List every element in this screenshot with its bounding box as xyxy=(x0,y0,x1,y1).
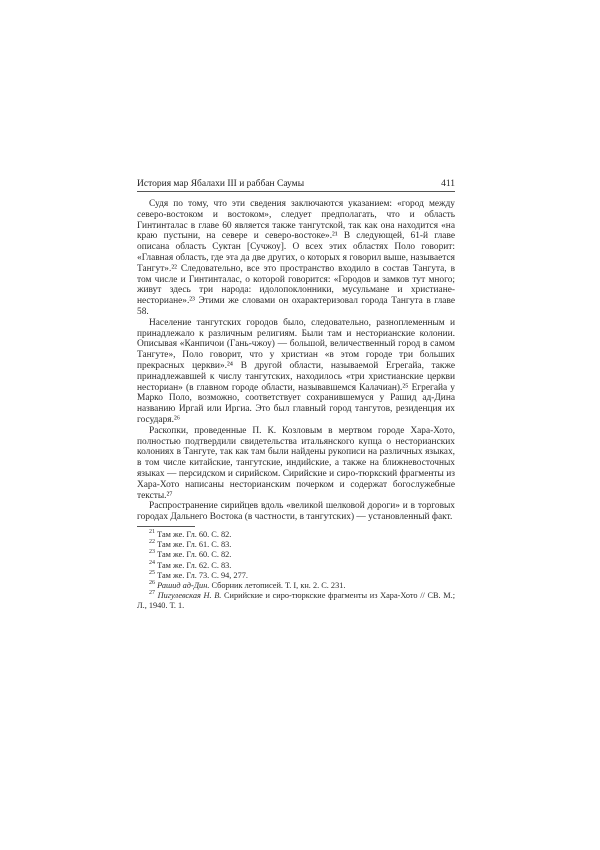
paragraph: Население тангутских городов было, следовательно, разноплеменным и принадлежало к различным религиям. Были там и несторианские колонии. Описывая «Канпичои (Гань-чжоу) — большой, величественный город в самом Тангуте», Поло говорит, что у христиан «в этом городе три больших прекрасных церкви».²⁴ В другой области, называемой Егрегайа, также принадлежавшей к числу тангутских, находилось «три христианские церкви несториан» (в главном городе области, называвшемся Калачиан).²⁵ Егрегайа у Марко Поло, возможно, соответствует сохранившемуся у Рашид ад-Дина названию Иргай или Иргиа. Это был главный город тангутов, резиденция их государя.²⁶ xyxy=(137,317,455,425)
footnote-author: Рашид ад-Дин. xyxy=(157,580,210,590)
footnote: $^{27}$ Пигулевская Н. В. Сирийские и сиро-тюркские фрагменты из Хара-Хото // СВ. М.; Л., 1940. Т. 1. xyxy=(137,590,456,611)
paragraph: Раскопки, проведенные П. К. Козловым в мертвом городе Хара-Хото, полностью подтвердили свидетельства итальянского купца о несторианских колониях в Тангуте, так как там были найдены рукописи на различных языках, в том числе китайские, тангутские, индийские, а также на ближневосточных языках — персидском и сирийском. Сирийские и сиро-тюркский фрагменты из Хара-Хото написаны несторианским почерком и содержат богослужебные тексты.²⁷ xyxy=(137,425,455,501)
footnote: $^{26}$ Рашид ад-Дин. Сборник летописей. Т. I, кн. 2. С. 231. xyxy=(149,580,346,590)
footnote: $^{25}$ Там же. Гл. 73. С. 94, 277. xyxy=(149,569,248,580)
footnote: $^{23}$ Там же. Гл. 60. С. 82. xyxy=(149,549,232,560)
running-title: История мар Ябалахи III и раббан Саумы xyxy=(137,179,305,189)
book-page xyxy=(137,179,455,612)
footnote-divider xyxy=(137,526,195,527)
footnotes xyxy=(137,530,455,612)
running-head xyxy=(137,179,455,192)
footnote: $^{21}$ Там же. Гл. 60. С. 82. xyxy=(149,529,232,539)
footnote: $^{24}$ Там же. Гл. 62. С. 83. xyxy=(149,559,232,570)
body-text xyxy=(137,199,455,523)
footnote-author: Пигулевская Н. В. xyxy=(157,591,222,601)
footnote: $^{22}$ Там же. Гл. 61. С. 83. xyxy=(149,539,232,550)
page-number: 411 xyxy=(441,179,455,189)
paragraph: Судя по тому, что эти сведения заключаются указанием: «город между северо-востоком и востоком», следует предполагать, что и область Гинтинталас в главе 60 является также тангутской, так как она находится «на краю пустыни, на севере и северо-востоке».²¹ В следующей, 61-й главе описана область Суктан [Сучжоу]. О всех этих областях Поло говорит: «Главная область, где эта да две других, о которых я говорил выше, называется Тангут».²² Следовательно, все это пространство входило в состав Тангута, в том числе и Гинтинталас, о которой говорится: «Городов и замков тут много; живут здесь три народа: идолопоклонники, мусульмане и христиане-несториане».²³ Этими же словами он охарактеризовал города Тангута в главе 58. xyxy=(137,199,455,317)
paragraph: Распространение сирийцев вдоль «великой шелковой дороги» и в торговых городах Дальнего Востока (в частности, в тангутских) — установленный факт. xyxy=(137,501,455,523)
